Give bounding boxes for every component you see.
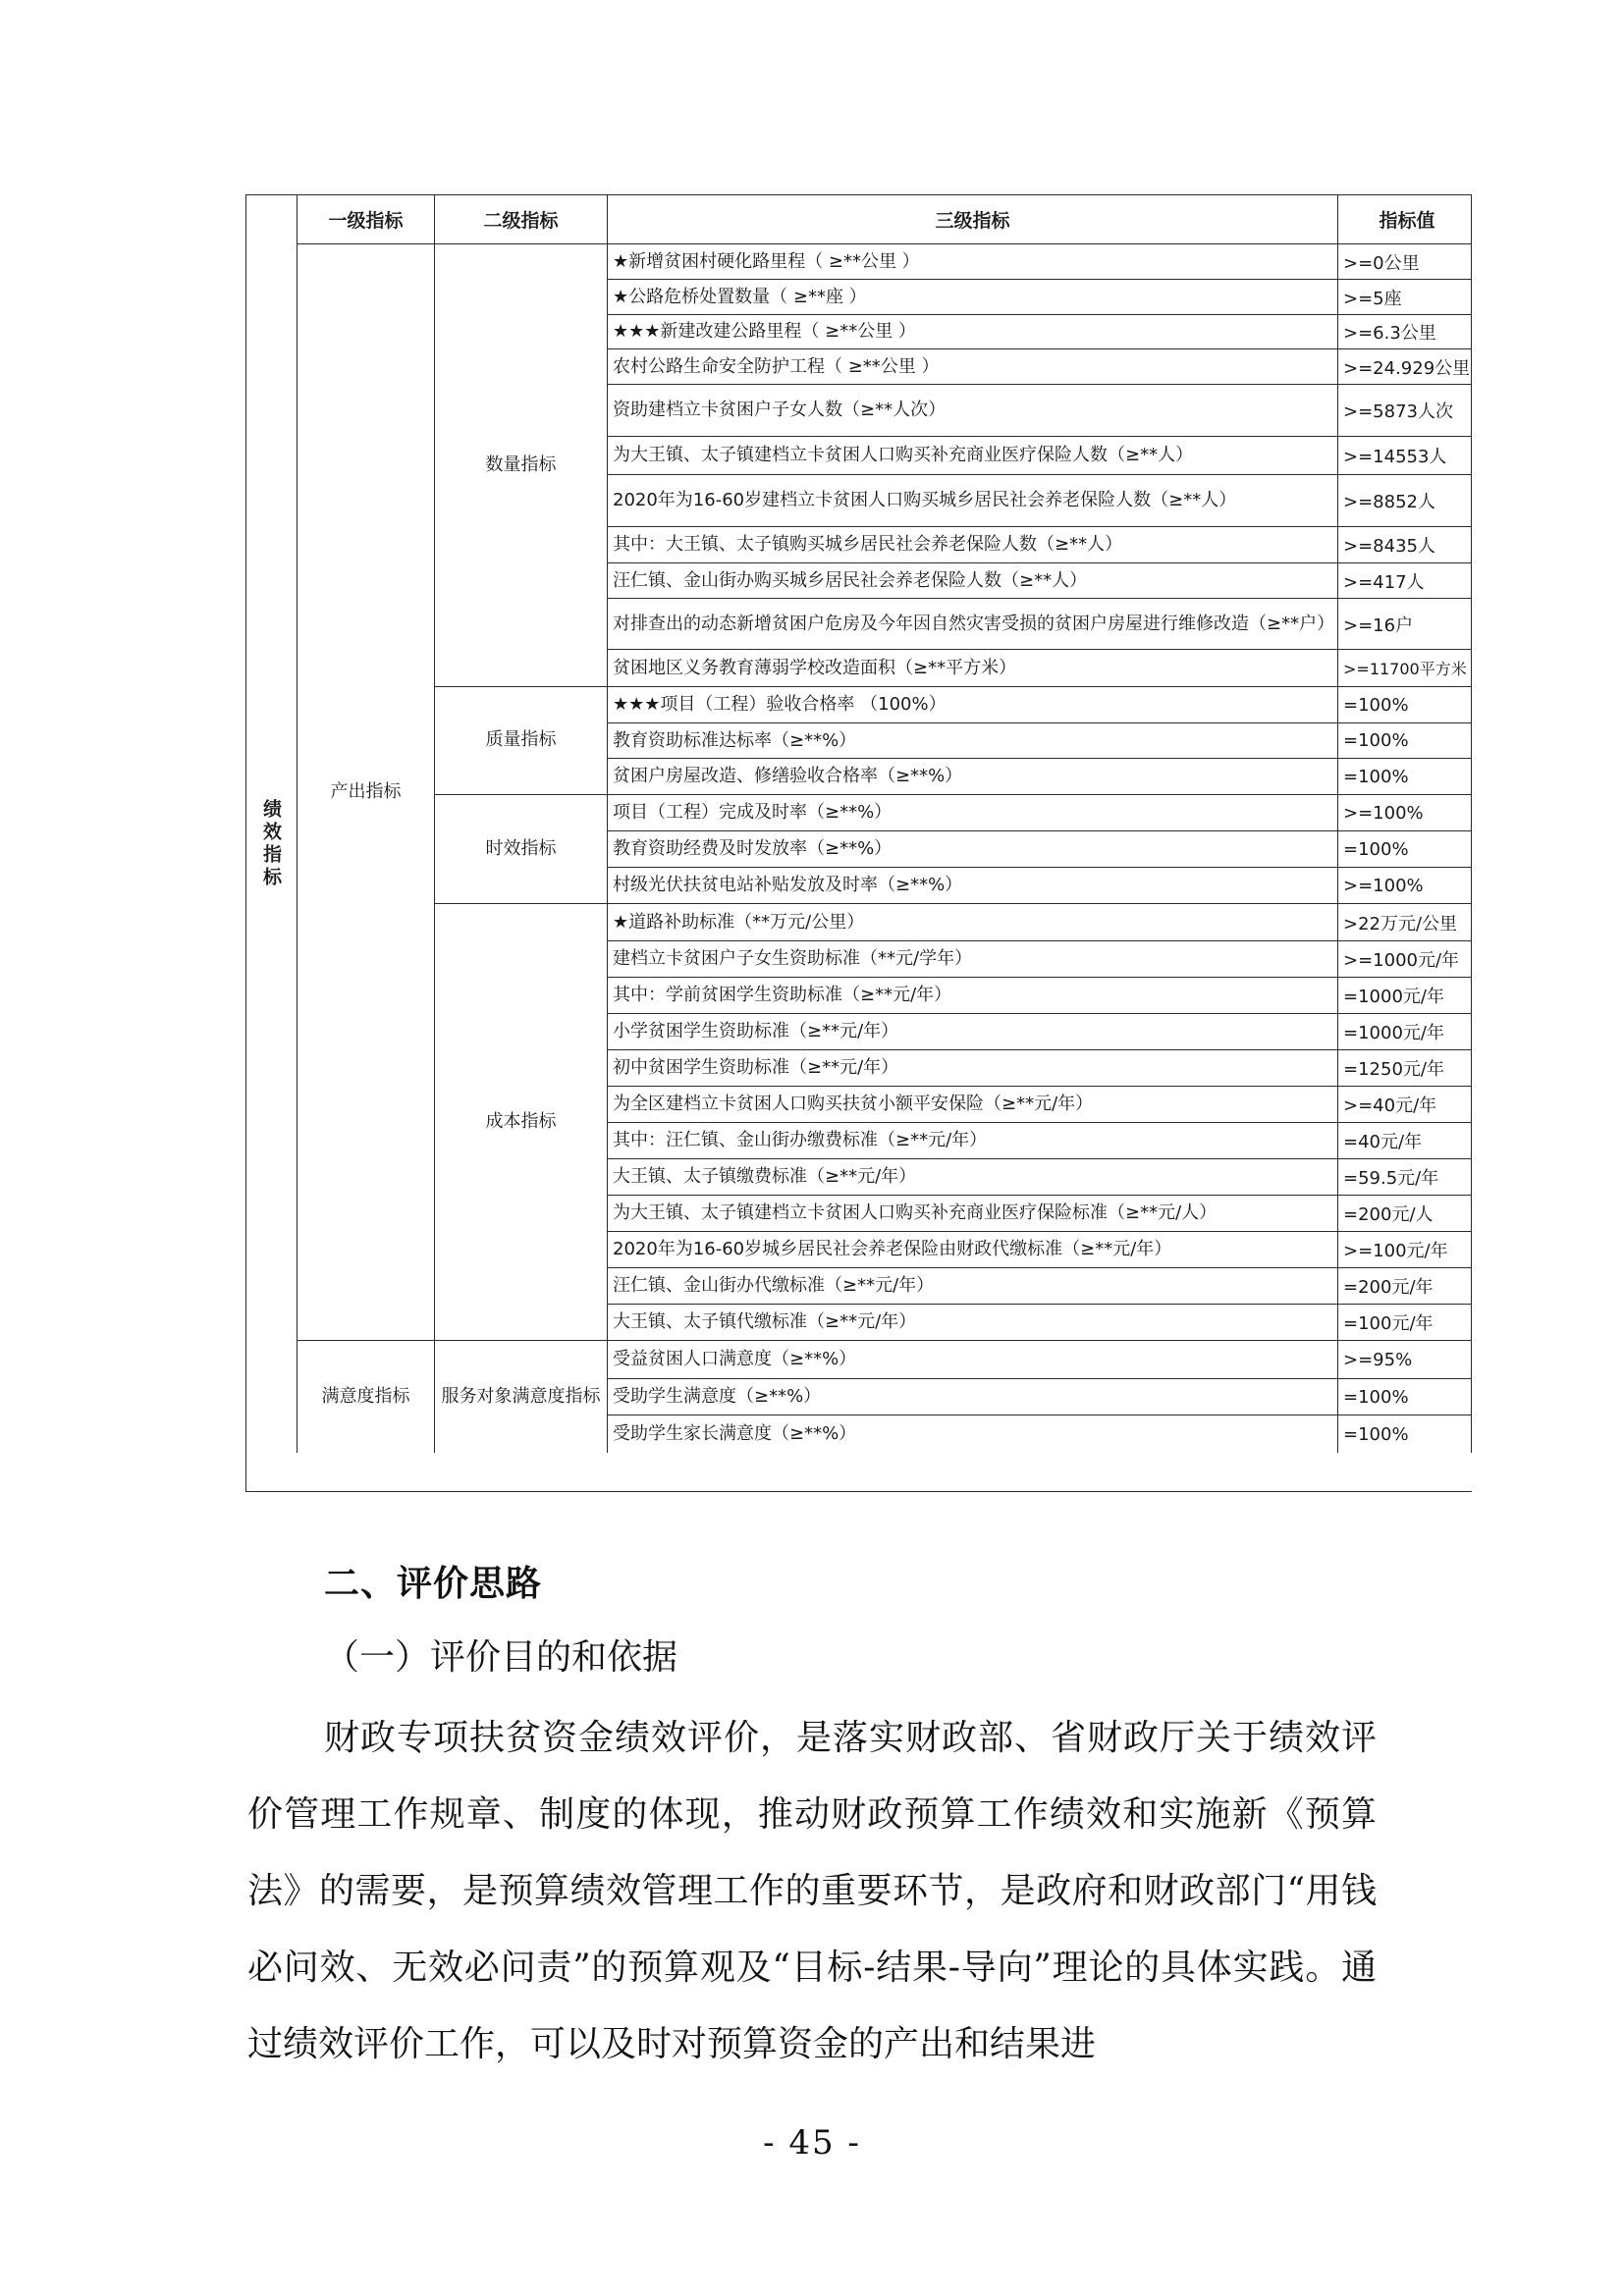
value-cell: >=100元/年 (1337, 1231, 1472, 1267)
indicator-cell: 初中贫困学生资助标准（≥**元/年） (607, 1049, 1337, 1086)
indicator-cell: 为大王镇、太子镇建档立卡贫困人口购买补充商业医疗保险标准（≥**元/人） (607, 1195, 1337, 1231)
indicator-cell: 其中：汪仁镇、金山街办缴费标准（≥**元/年） (607, 1122, 1337, 1158)
indicator-cell: 村级光伏扶贫电站补贴发放及时率（≥**%） (607, 867, 1337, 903)
subsection-heading: （一）评价目的和依据 (324, 1637, 678, 1678)
value-cell: >=8852人 (1337, 474, 1472, 526)
value-cell: >=11700平方米 (1337, 649, 1472, 686)
value-cell: =1250元/年 (1337, 1049, 1472, 1086)
level2-quality: 质量指标 (434, 686, 607, 794)
indicator-cell: 汪仁镇、金山街办购买城乡居民社会养老保险人数（≥**人） (607, 562, 1337, 598)
indicator-cell: ★★★新建改建公路里程（ ≥**公里 ） (607, 314, 1337, 348)
indicator-cell: 大王镇、太子镇代缴标准（≥**元/年） (607, 1304, 1337, 1340)
indicator-cell: 大王镇、太子镇缴费标准（≥**元/年） (607, 1158, 1337, 1195)
category-label: 绩效指标 (245, 194, 297, 1492)
value-cell: >22万元/公里 (1337, 903, 1472, 940)
value-cell: >=1000元/年 (1337, 940, 1472, 977)
value-cell: >=417人 (1337, 562, 1472, 598)
indicator-cell: ★★★项目（工程）验收合格率 （100%） (607, 686, 1337, 722)
header-value: 指标值 (1337, 194, 1472, 243)
indicator-cell: 2020年为16-60岁城乡居民社会养老保险由财政代缴标准（≥**元/年） (607, 1231, 1337, 1267)
level2-timeliness: 时效指标 (434, 794, 607, 903)
indicator-cell: 教育资助标准达标率（≥**%） (607, 722, 1337, 758)
body-paragraph: 财政专项扶贫资金绩效评价，是落实财政部、省财政厅关于绩效评价管理工作规章、制度的体现，推动财政预算工作绩效和实施新《预算法》的需要，是预算绩效管理工作的重要环节，是政府和财政部门“用钱必问效、无效必问责”的预算观及“目标-结果-导向”理论的具体实践。通过绩效评价工作，可以及时对预算资金的产出和结果进 (247, 1718, 1377, 2064)
indicator-cell: 受助学生家长满意度（≥**%） (607, 1415, 1337, 1453)
value-cell: =100% (1337, 758, 1472, 794)
value-cell: =100% (1337, 830, 1472, 867)
value-cell: >=100% (1337, 794, 1472, 830)
indicator-cell: 建档立卡贫困户子女生资助标准（**元/学年） (607, 940, 1337, 977)
indicator-cell: 其中：学前贫困学生资助标准（≥**元/年） (607, 977, 1337, 1013)
indicator-cell: 其中：大王镇、太子镇购买城乡居民社会养老保险人数（≥**人） (607, 526, 1337, 562)
value-cell: >=0公里 (1337, 243, 1472, 279)
value-cell: =1000元/年 (1337, 977, 1472, 1013)
performance-indicator-table (245, 194, 1472, 1492)
value-cell: >=24.929公里 (1337, 348, 1472, 384)
indicator-cell: 为全区建档立卡贫困人口购买扶贫小额平安保险（≥**元/年） (607, 1086, 1337, 1122)
value-cell: >=40元/年 (1337, 1086, 1472, 1122)
indicator-cell: 农村公路生命安全防护工程（ ≥**公里 ） (607, 348, 1337, 384)
indicator-cell: 资助建档立卡贫困户子女人数（≥**人次） (607, 384, 1337, 436)
value-cell: =100% (1337, 722, 1472, 758)
level2-quantity: 数量指标 (434, 243, 607, 686)
header-level1: 一级指标 (297, 194, 434, 243)
page-number: - 45 - (763, 2123, 861, 2163)
value-cell: >=14553人 (1337, 436, 1472, 474)
indicator-cell: 为大王镇、太子镇建档立卡贫困人口购买补充商业医疗保险人数（≥**人） (607, 436, 1337, 474)
value-cell: >=95% (1337, 1340, 1472, 1378)
indicator-cell: 教育资助经费及时发放率（≥**%） (607, 830, 1337, 867)
indicator-cell: 贫困地区义务教育薄弱学校改造面积（≥**平方米） (607, 649, 1337, 686)
value-cell: >=6.3公里 (1337, 314, 1472, 348)
value-cell: =100% (1337, 686, 1472, 722)
table-bottom-border (245, 1491, 1472, 1492)
indicator-cell: 汪仁镇、金山街办代缴标准（≥**元/年） (607, 1267, 1337, 1304)
value-cell: >=16户 (1337, 598, 1472, 649)
level2-service-satisfaction: 服务对象满意度指标 (434, 1340, 607, 1453)
value-cell: =59.5元/年 (1337, 1158, 1472, 1195)
section-heading: 二、评价思路 (324, 1564, 543, 1604)
indicator-cell: ★公路危桥处置数量（ ≥**座 ） (607, 279, 1337, 314)
value-cell: =100% (1337, 1378, 1472, 1415)
indicator-cell: 小学贫困学生资助标准（≥**元/年） (607, 1013, 1337, 1049)
level1-satisfaction: 满意度指标 (297, 1340, 434, 1453)
value-cell: >=100% (1337, 867, 1472, 903)
indicator-cell: ★新增贫困村硬化路里程（ ≥**公里 ） (607, 243, 1337, 279)
value-cell: >=8435人 (1337, 526, 1472, 562)
value-cell: >=5座 (1337, 279, 1472, 314)
level1-output: 产出指标 (297, 243, 434, 1340)
value-cell: =100% (1337, 1415, 1472, 1453)
level2-cost: 成本指标 (434, 903, 607, 1340)
indicator-cell: ★道路补助标准（**万元/公里） (607, 903, 1337, 940)
indicator-cell: 2020年为16-60岁建档立卡贫困人口购买城乡居民社会养老保险人数（≥**人） (607, 474, 1337, 526)
indicator-cell: 受益贫困人口满意度（≥**%） (607, 1340, 1337, 1378)
value-cell: =100元/年 (1337, 1304, 1472, 1340)
header-level2: 二级指标 (434, 194, 607, 243)
value-cell: >=5873人次 (1337, 384, 1472, 436)
value-cell: =200元/人 (1337, 1195, 1472, 1231)
value-cell: =200元/年 (1337, 1267, 1472, 1304)
header-level3: 三级指标 (607, 194, 1337, 243)
value-cell: =1000元/年 (1337, 1013, 1472, 1049)
indicator-cell: 受助学生满意度（≥**%） (607, 1378, 1337, 1415)
indicator-cell: 项目（工程）完成及时率（≥**%） (607, 794, 1337, 830)
indicator-cell: 对排查出的动态新增贫困户危房及今年因自然灾害受损的贫困户房屋进行维修改造（≥**户） (607, 598, 1337, 649)
indicator-cell: 贫困户房屋改造、修缮验收合格率（≥**%） (607, 758, 1337, 794)
value-cell: =40元/年 (1337, 1122, 1472, 1158)
